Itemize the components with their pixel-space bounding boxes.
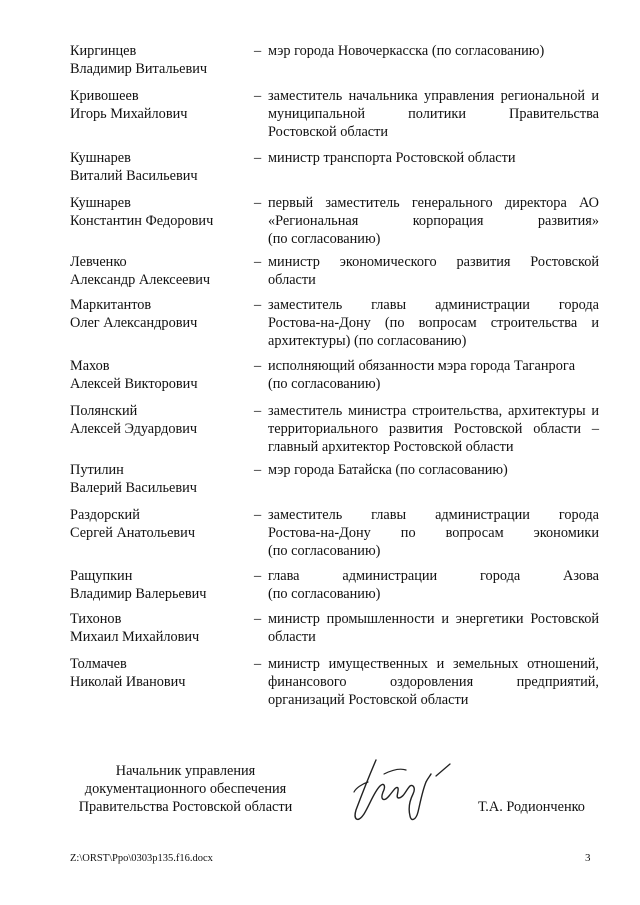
dash-separator: – — [254, 150, 262, 166]
position-line: финансового оздоровления предприятий, — [268, 674, 599, 690]
member-given-names: Алексей Викторович — [70, 376, 198, 392]
position-line: мэр города Батайска (по согласованию) — [268, 462, 508, 478]
member-surname: Раздорский — [70, 507, 140, 523]
position-line: (по согласованию) — [268, 586, 381, 602]
member-position — [268, 506, 599, 560]
position-line: заместитель начальника управления региональной и — [268, 88, 599, 104]
member-surname: Полянский — [70, 403, 138, 419]
position-line: глава администрации города Азова — [268, 568, 599, 584]
member-surname: Тихонов — [70, 611, 122, 627]
position-line: первый заместитель генерального директора АО — [268, 195, 599, 211]
member-given-names: Владимир Валерьевич — [70, 586, 207, 602]
position-line: министр экономического развития Ростовской — [268, 254, 599, 270]
member-name — [70, 357, 255, 393]
position-line: (по согласованию) — [268, 543, 381, 559]
member-position — [268, 149, 599, 167]
dash-separator: – — [254, 43, 262, 59]
position-line: министр промышленности и энергетики Ростовской — [268, 611, 599, 627]
dash-separator: – — [254, 611, 262, 627]
signatory-name: Т.А. Родионченко — [478, 799, 585, 815]
signatory-title — [58, 762, 313, 816]
member-position — [268, 567, 599, 603]
dash-separator: – — [254, 403, 262, 419]
dash-separator: – — [254, 568, 262, 584]
member-position — [268, 296, 599, 350]
position-line: области — [268, 629, 316, 645]
signatory-title-line: Правительства Ростовской области — [78, 799, 293, 815]
member-name — [70, 567, 255, 603]
signatory-title-line: документационного обеспечения — [84, 781, 287, 797]
position-line: исполняющий обязанности мэра города Таганрога — [268, 358, 576, 374]
position-line: главный архитектор Ростовской области — [268, 439, 514, 455]
member-given-names: Константин Федорович — [70, 213, 214, 229]
member-name — [70, 149, 255, 185]
member-name — [70, 655, 255, 691]
position-line: министр транспорта Ростовской области — [268, 150, 516, 166]
member-given-names: Валерий Васильевич — [70, 480, 197, 496]
member-name — [70, 87, 255, 123]
position-line: (по согласованию) — [268, 231, 381, 247]
member-name — [70, 506, 255, 542]
member-surname: Кривошеев — [70, 88, 139, 104]
position-line: «Региональная корпорация развития» — [268, 213, 599, 229]
member-given-names: Игорь Михайлович — [70, 106, 188, 122]
member-surname: Кушнарев — [70, 195, 131, 211]
member-position — [268, 461, 599, 479]
member-given-names: Александр Алексеевич — [70, 272, 211, 288]
position-line: мэр города Новочеркасска (по согласованию) — [268, 43, 545, 59]
position-line: заместитель главы администрации города — [268, 297, 599, 313]
member-name — [70, 461, 255, 497]
member-surname: Махов — [70, 358, 110, 374]
position-line: (по согласованию) — [268, 376, 381, 392]
member-given-names: Николай Иванович — [70, 674, 186, 690]
member-surname: Маркитантов — [70, 297, 152, 313]
dash-separator: – — [254, 656, 262, 672]
member-position — [268, 42, 599, 60]
position-line: Ростова-на-Дону по вопросам экономики — [268, 525, 599, 541]
member-surname: Ращупкин — [70, 568, 133, 584]
member-given-names: Виталий Васильевич — [70, 168, 198, 184]
member-name — [70, 194, 255, 230]
member-surname: Киргинцев — [70, 43, 137, 59]
member-position — [268, 402, 599, 456]
position-line: министр имущественных и земельных отношений, — [268, 656, 599, 672]
member-surname: Путилин — [70, 462, 124, 478]
member-name — [70, 253, 255, 289]
dash-separator: – — [254, 358, 262, 374]
position-line: организаций Ростовской области — [268, 692, 469, 708]
member-given-names: Сергей Анатольевич — [70, 525, 196, 541]
position-line: заместитель главы администрации города — [268, 507, 599, 523]
position-line: Ростовской области — [268, 124, 389, 140]
member-position — [268, 655, 599, 709]
member-given-names: Олег Александрович — [70, 315, 198, 331]
member-position — [268, 87, 599, 141]
member-name — [70, 296, 255, 332]
member-given-names: Алексей Эдуардович — [70, 421, 198, 437]
member-position — [268, 610, 599, 646]
member-name — [70, 42, 255, 78]
member-position — [268, 194, 599, 248]
page-number: 3 — [585, 852, 591, 864]
position-line: архитектуры) (по согласованию) — [268, 333, 467, 349]
member-name — [70, 610, 255, 646]
member-given-names: Владимир Витальевич — [70, 61, 208, 77]
position-line: области — [268, 272, 316, 288]
position-line: муниципальной политики Правительства — [268, 106, 599, 122]
position-line: заместитель министра строительства, архитектуры и — [268, 403, 599, 419]
dash-separator: – — [254, 195, 262, 211]
file-path: Z:\ORST\Ppo\0303p135.f16.docx — [70, 853, 213, 864]
position-line: Ростова-на-Дону (по вопросам строительства и — [268, 315, 599, 331]
dash-separator: – — [254, 297, 262, 313]
member-position — [268, 357, 599, 393]
member-surname: Левченко — [70, 254, 127, 270]
member-surname: Кушнарев — [70, 150, 131, 166]
signatory-title-line: Начальник управления — [115, 763, 256, 779]
dash-separator: – — [254, 88, 262, 104]
dash-separator: – — [254, 507, 262, 523]
member-name — [70, 402, 255, 438]
member-surname: Толмачев — [70, 656, 127, 672]
member-position — [268, 253, 599, 289]
member-given-names: Михаил Михайлович — [70, 629, 200, 645]
position-line: территориального развития Ростовской области – — [268, 421, 599, 437]
dash-separator: – — [254, 254, 262, 270]
dash-separator: – — [254, 462, 262, 478]
handwritten-signature — [340, 752, 460, 837]
